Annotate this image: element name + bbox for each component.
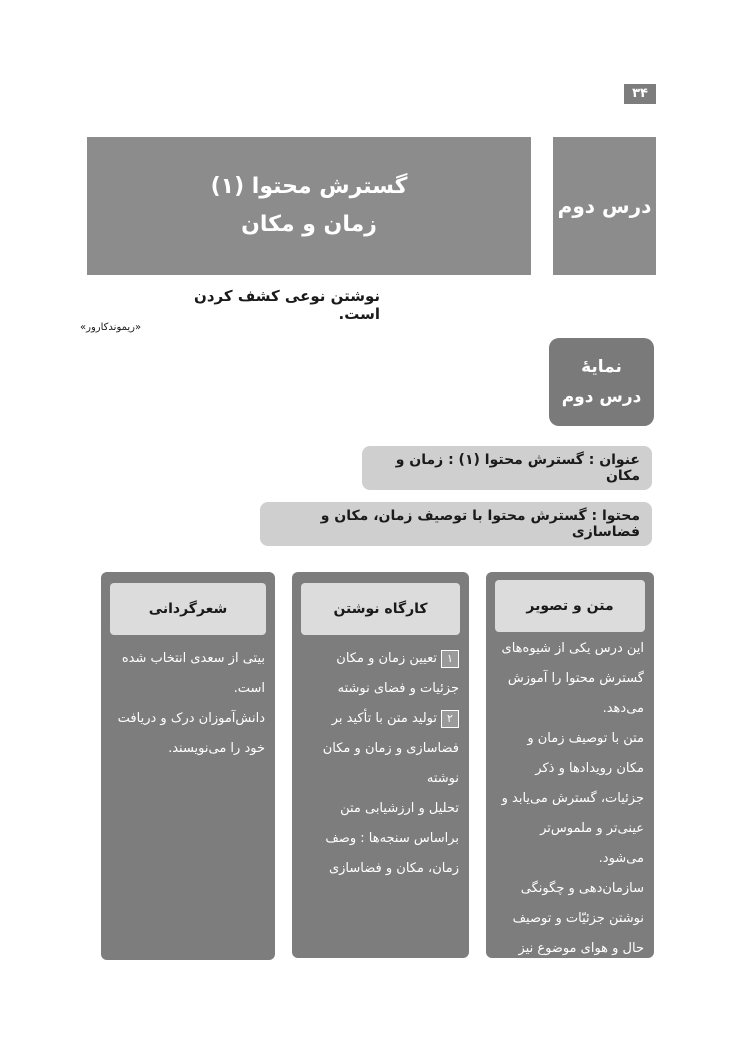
card-text-image-paragraph: این درس یکی از شیوه‌های گسترش محتوا را آموزش می‌دهد.: [501, 641, 644, 716]
page-number: ۳۴: [624, 84, 656, 104]
overview-line1: نمایهٔ: [581, 357, 622, 377]
summary-content: محتوا : گسترش محتوا با توصیف زمان، مکان و فضاسازی: [260, 502, 652, 546]
card-text-image-heading: متن و تصویر: [495, 580, 645, 632]
card-poetry-heading: شعرگردانی: [110, 583, 266, 635]
card-text-image-paragraph: سازمان‌دهی و چگونگی نوشتن جزئیّات و توصیف حال و هوای موضوع نیز بیان می‌شود.: [512, 881, 644, 986]
quote-text: نوشتن نوعی کشف کردن است.: [194, 287, 380, 323]
workshop-item-number: ۲: [441, 710, 459, 728]
card-text-image-body: [496, 634, 644, 994]
card-workshop-heading: کارگاه نوشتن: [301, 583, 460, 635]
card-poetry-body: [111, 644, 265, 764]
workshop-item: [302, 644, 459, 704]
card-workshop-body: [302, 644, 459, 884]
card-poetry-paragraph: بیتی از سعدی انتخاب شده است.: [121, 651, 265, 696]
workshop-item-number: ۱: [441, 650, 459, 668]
workshop-extra: تحلیل و ارزشیابی متن براساس سنجه‌ها : وصف زمان، مکان و فضاسازی: [325, 801, 459, 876]
workshop-item: [302, 704, 459, 794]
card-poetry-paragraph: دانش‌آموزان درک و دریافت خود را می‌نویسند.: [117, 711, 265, 756]
summary-title: عنوان : گسترش محتوا (۱) : زمان و مکان: [362, 446, 652, 490]
overview-badge: [549, 338, 654, 426]
card-text-image-paragraph: متن با توصیف زمان و مکان رویدادها و ذکر جزئیات، گسترش می‌یابد و عینی‌تر و ملموس‌تر می‌شود.: [501, 731, 644, 866]
card-poetry: [101, 572, 275, 960]
workshop-item-text: تولید متن با تأکید بر فضاسازی و زمان و مکان نوشته: [322, 711, 459, 786]
lesson-title-line1: گسترش محتوا (۱): [210, 174, 408, 199]
overview-line2: درس دوم: [561, 387, 642, 407]
card-text-image: [486, 572, 654, 986]
lesson-title-line2: زمان و مکان: [241, 212, 377, 237]
card-workshop: [292, 572, 469, 958]
quote-author: «ریموندکارور»: [80, 322, 142, 333]
lesson-title-box: [87, 137, 531, 275]
lesson-label: درس دوم: [553, 137, 656, 275]
workshop-item-text: تعیین زمان و مکان جزئیات و فضای نوشته: [336, 651, 459, 696]
